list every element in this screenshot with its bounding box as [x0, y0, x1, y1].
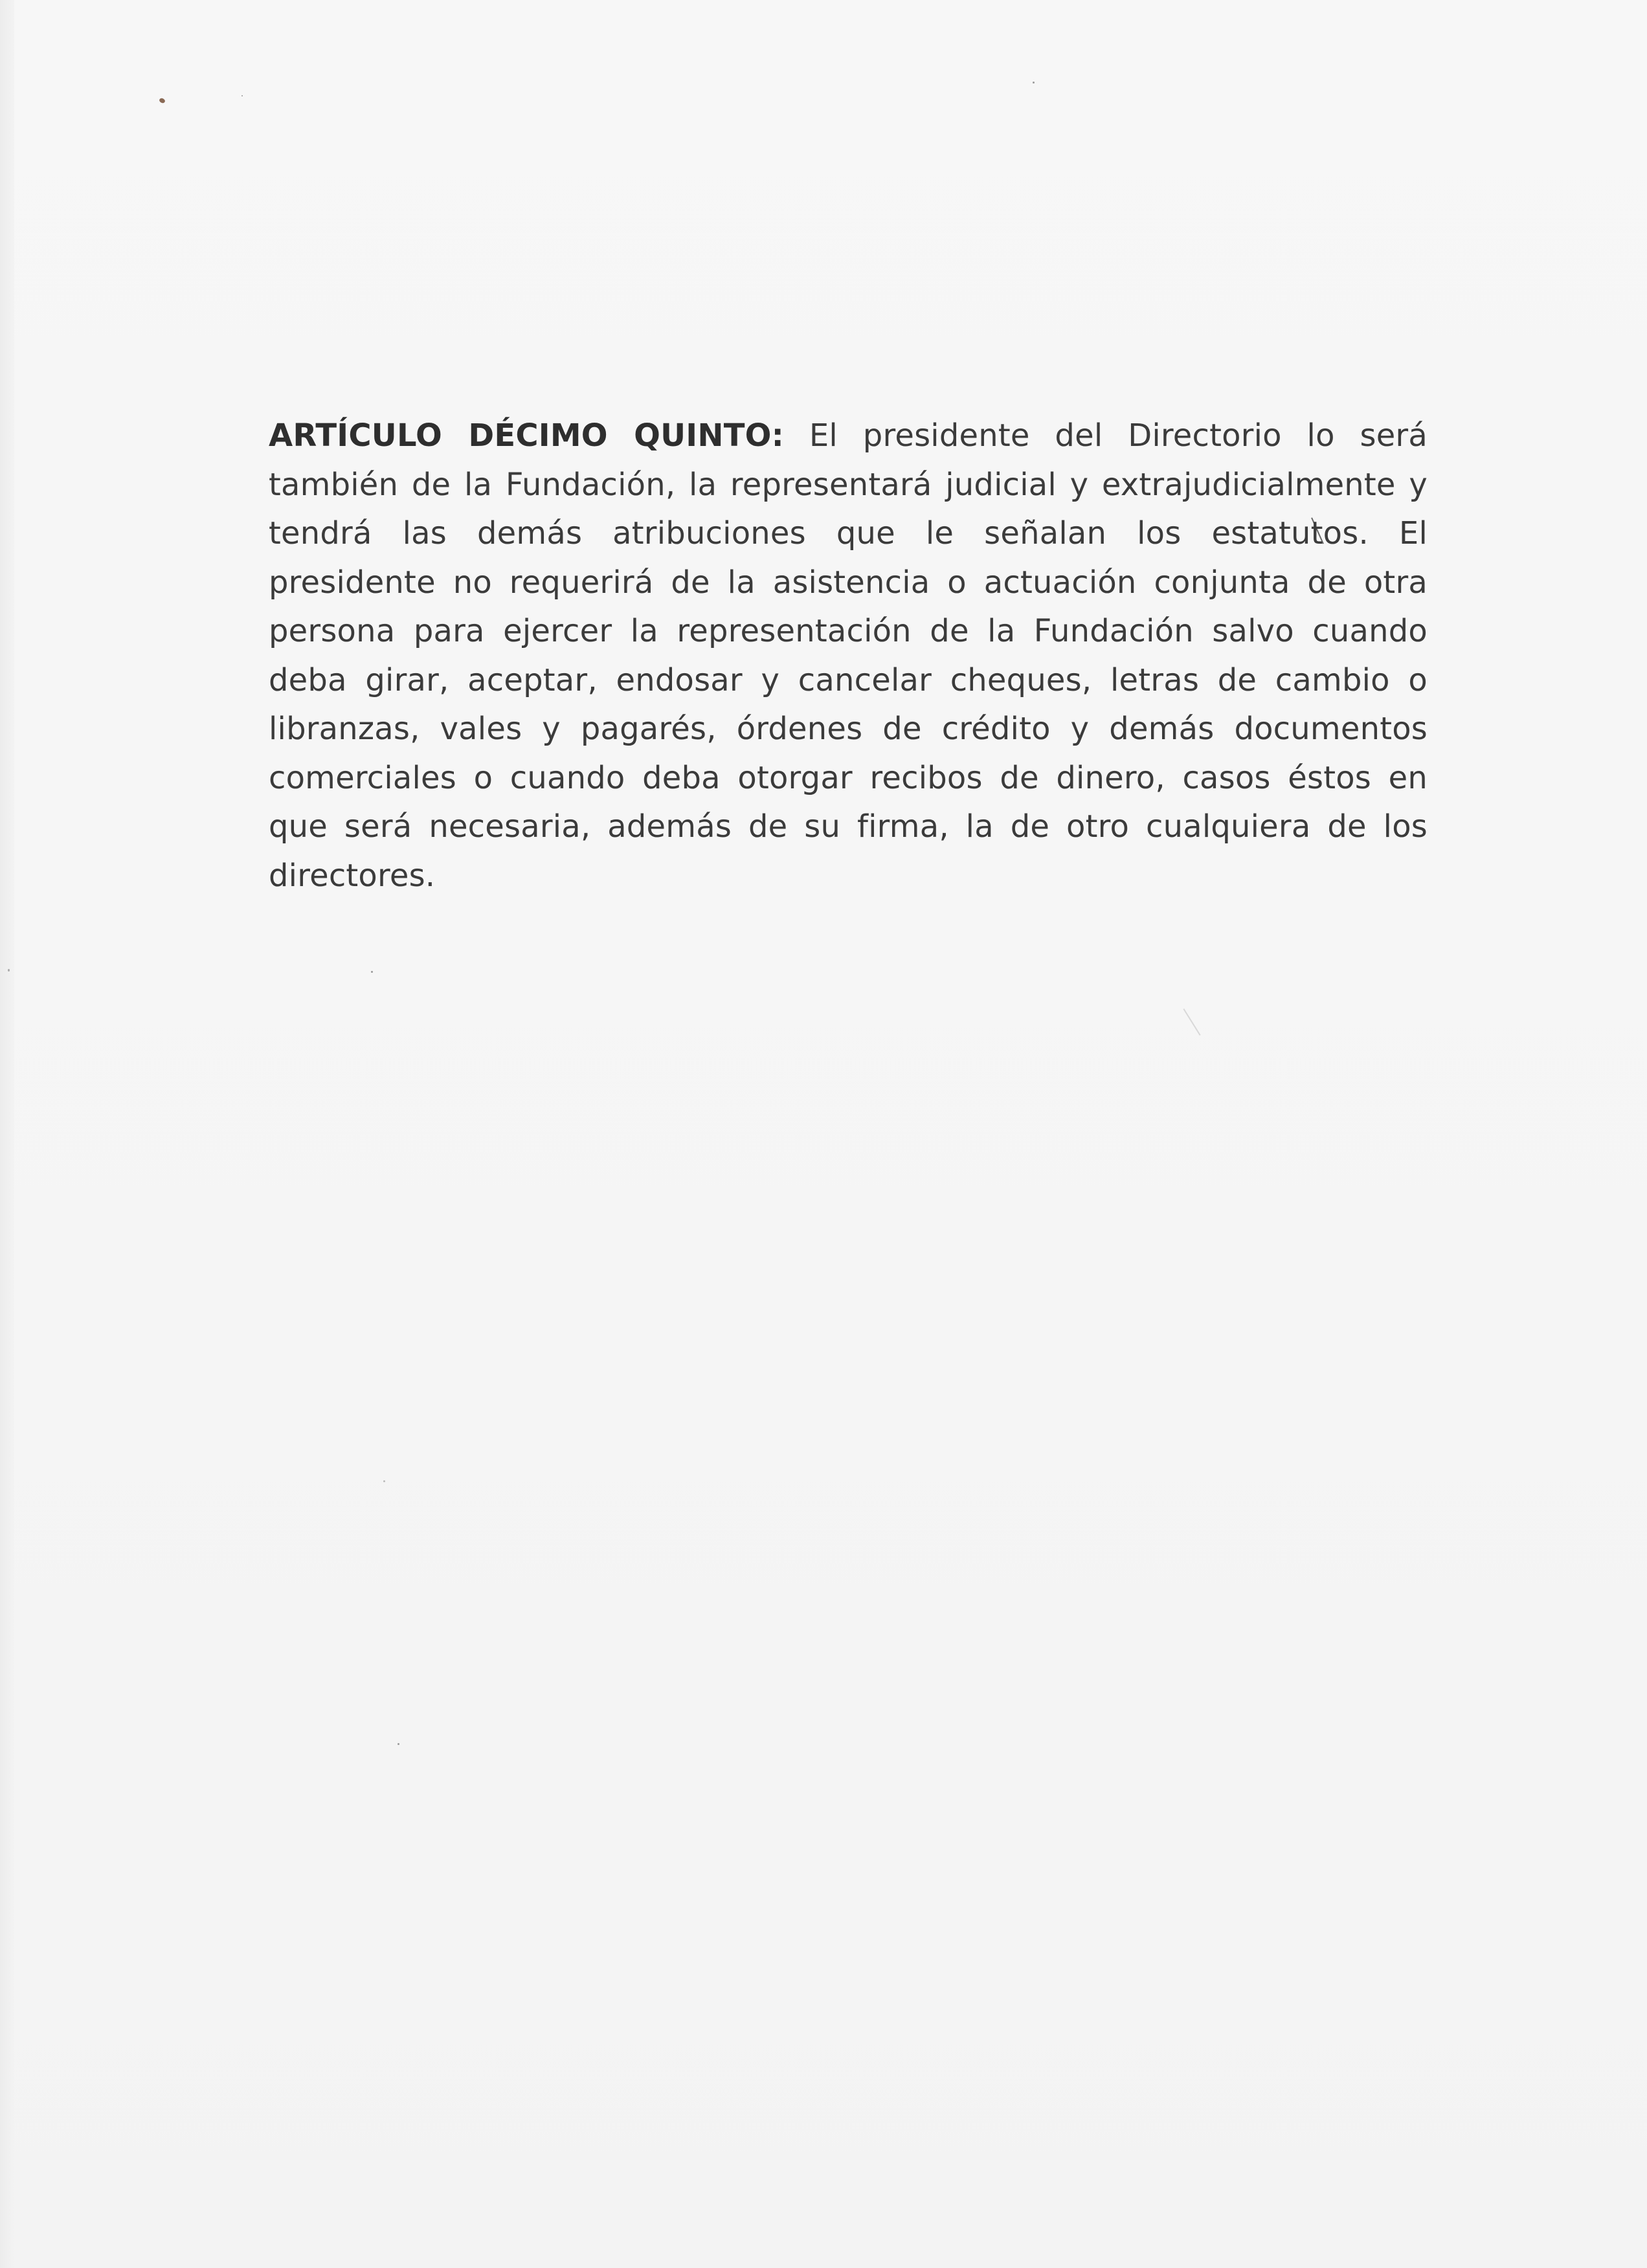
scan-speck	[8, 969, 10, 972]
article-body: El presidente del Directorio lo será también de la Fundación, la representará judicial y extrajudicialmente y tendrá las demás atribuciones que le señalan los estatutos. El presidente no requerirá de la asistencia o actuación conjunta de otra persona para ejercer la representación de la Fundación salvo cuando deba girar, aceptar, endosar y cancelar cheques, letras de cambio o libranzas, vales y pagarés, órdenes de crédito y demás documentos comerciales o cuando deba otorgar recibos de dinero, casos éstos en que será necesaria, además de su firma, la de otro cualquiera de los directores.	[269, 417, 1428, 894]
scan-speck	[1033, 82, 1035, 83]
article-paragraph	[269, 412, 1428, 900]
article-heading: ARTÍCULO DÉCIMO QUINTO:	[269, 417, 785, 454]
scan-speck	[159, 97, 166, 104]
scan-speck	[383, 1480, 385, 1482]
scan-speck	[371, 971, 373, 973]
scan-speck	[241, 95, 243, 96]
scan-speck	[398, 1743, 399, 1745]
scan-scratch-mark	[1183, 1008, 1200, 1036]
page-edge-shadow	[0, 0, 14, 2268]
